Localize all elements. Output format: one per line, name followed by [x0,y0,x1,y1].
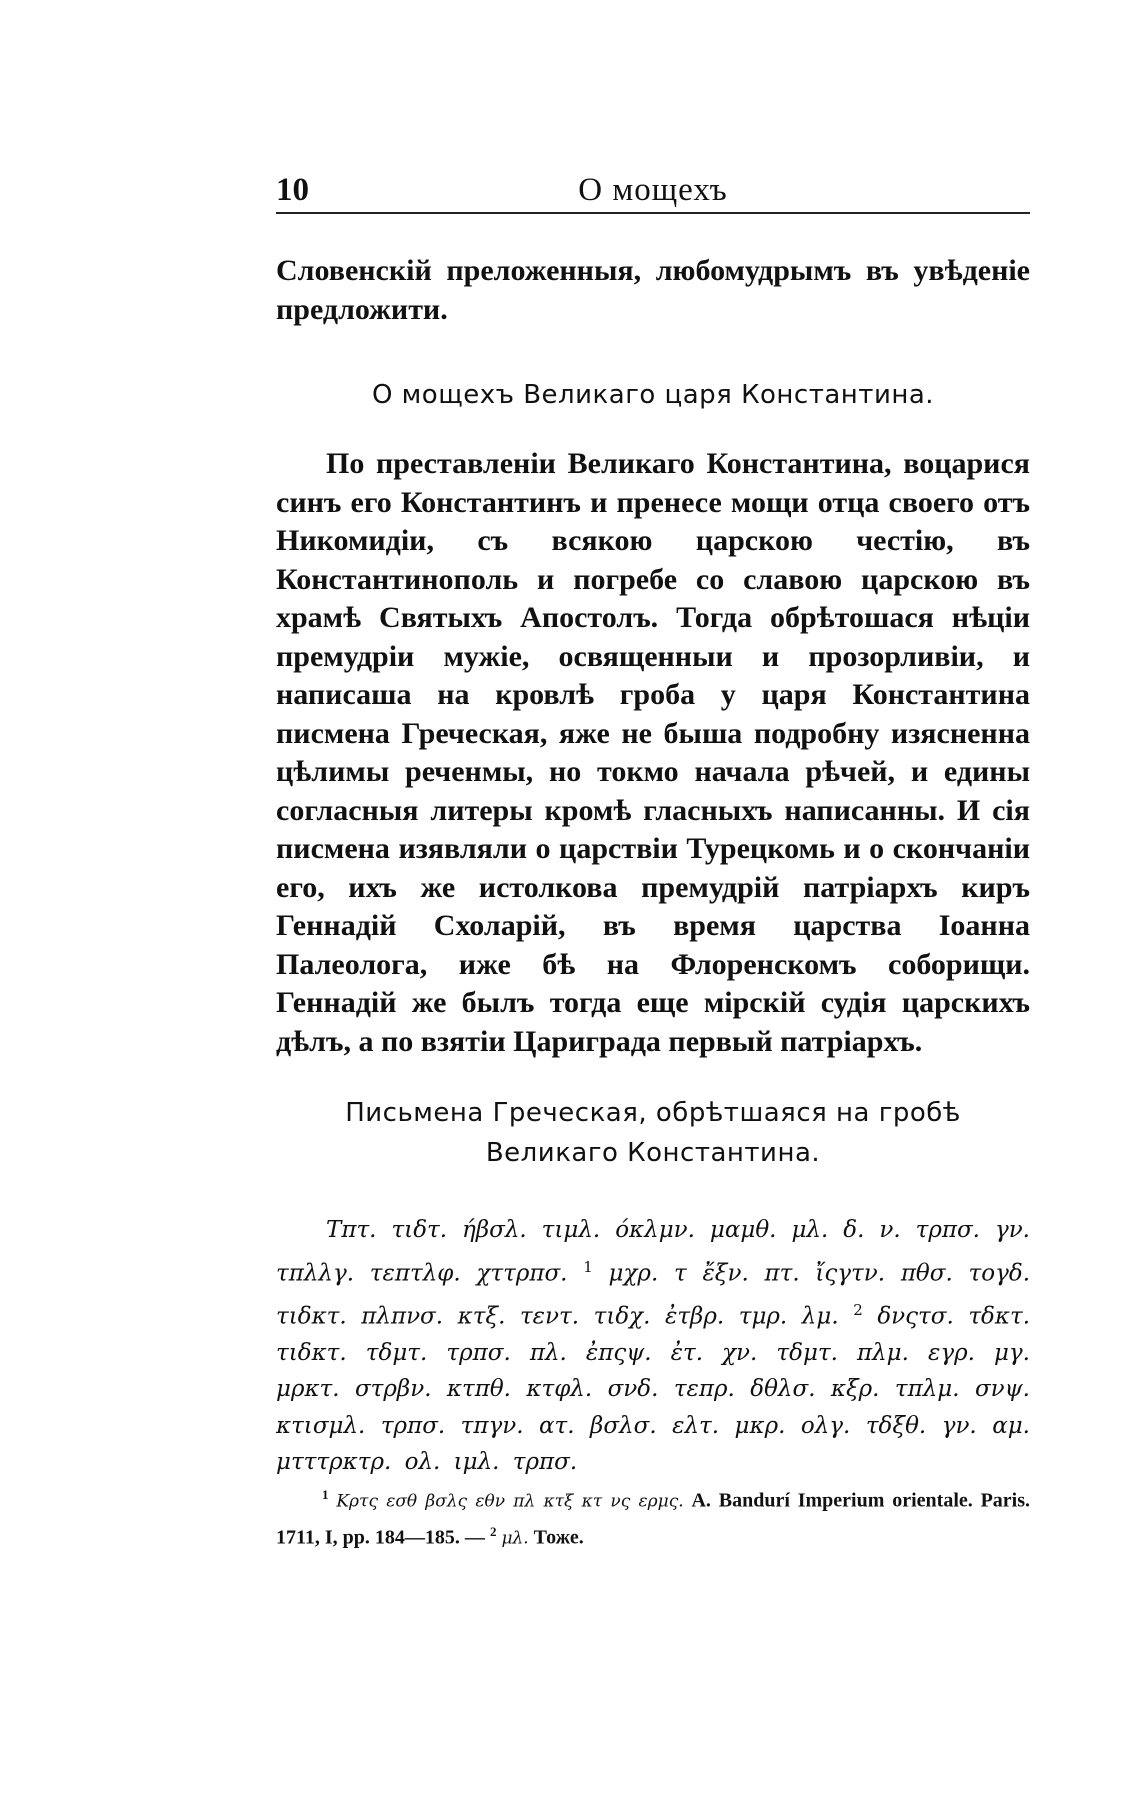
footnote-2-source: Тоже. [533,1526,584,1549]
greek-text-part-c: δνςτσ. τδκτ. τιδκτ. τδμτ. τρπσ. πλ. ἐπςψ. ἐτ. χν. τδμτ. πλμ. εγρ. μγ. μρκτ. στρβν. κτπθ. κτφλ. σνδ. τεπρ. δθλσ. κξρ. τπλμ. σνψ. κτισμλ. τρπσ. τπγν. ατ. βσλσ. ελτ. μκρ. ολγ. τδξθ. γν. αμ. μτττρκτρ. ολ. ιμλ. τρπσ. [276,1303,1031,1476]
section-heading-inscription: Письмена Греческая, обрѣтшаяся на гробѣ Великаго Константина. [345,1098,961,1168]
greek-text-part-a: Τπτ. τιδτ. ήβσλ. τιμλ. όκλμν. μαμθ. μλ. δ. ν. τρπσ. γν. τπλλγ. τεπτλφ. χττρπσ. [276,1217,1030,1287]
running-head [276,168,1030,212]
section-heading-relics: О мощехъ Великаго царя Константина. [371,380,935,410]
greek-inscription [276,1212,1030,1481]
footnote-1-mark: 1 [322,1487,329,1502]
footnote-2-greek: μλ. [501,1528,529,1549]
note-mark-2[interactable]: 2 [853,1300,863,1319]
footnotes [276,1480,1030,1553]
running-title: О мощехъ [578,172,728,208]
footnote-2-mark: 2 [489,1523,497,1539]
page-number: 10 [276,172,309,208]
footnote-1-greek: Κρτς εσθ βσλς εθν πλ κτξ κτ νς ερμς. [336,1491,684,1512]
greek-text-part-b: μχρ. τ ἔξν. πτ. ἴςγτν. πθσ. τογδ. τιδκτ. πλπνσ. κτξ. τεντ. τιδχ. ἐτβρ. τμρ. λμ. [276,1260,1031,1330]
note-mark-1[interactable]: 1 [583,1257,593,1276]
intro-paragraph: Словенскій преложенныя, любомудрымъ въ увѣденіе предложити. [276,254,1030,326]
header-rule [276,212,1030,214]
narrative-paragraph: По преставленіи Великаго Константина, воцарися синъ его Константинъ и пренесе мощи отца своего отъ Никомидіи, съ всякою царскою честію, въ Константинополь и погребе со славою царскою въ храмѣ Святыхъ Апостолъ. Тогда обрѣтошася нѣціи премудріи мужіе, освященныи и прозорливіи, и написаша на кровлѣ гроба у царя Константина писмена Греческая, яже не быша подробну изясненна цѣлимы реченмы, но токмо начала рѣчей, и едины согласныя литеры кромѣ гласныхъ написанны. И сія писмена изявляли о царствіи Турецкомь и о скончаніи его, ихъ же истолкова премудрій патріархъ киръ Геннадій Схоларій, въ время царства Іоанна Палеолога, иже бѣ на Флоренскомъ соборищи. Геннадій же былъ тогда еще мірскій судія царскихъ дѣлъ, а по взятіи Цариграда первый патріархъ. [276,447,1030,1058]
footnote-1-source: A. Bandurí Imperium orientale. Paris. 1711, I, pp. 184—185. — [276,1489,1031,1549]
